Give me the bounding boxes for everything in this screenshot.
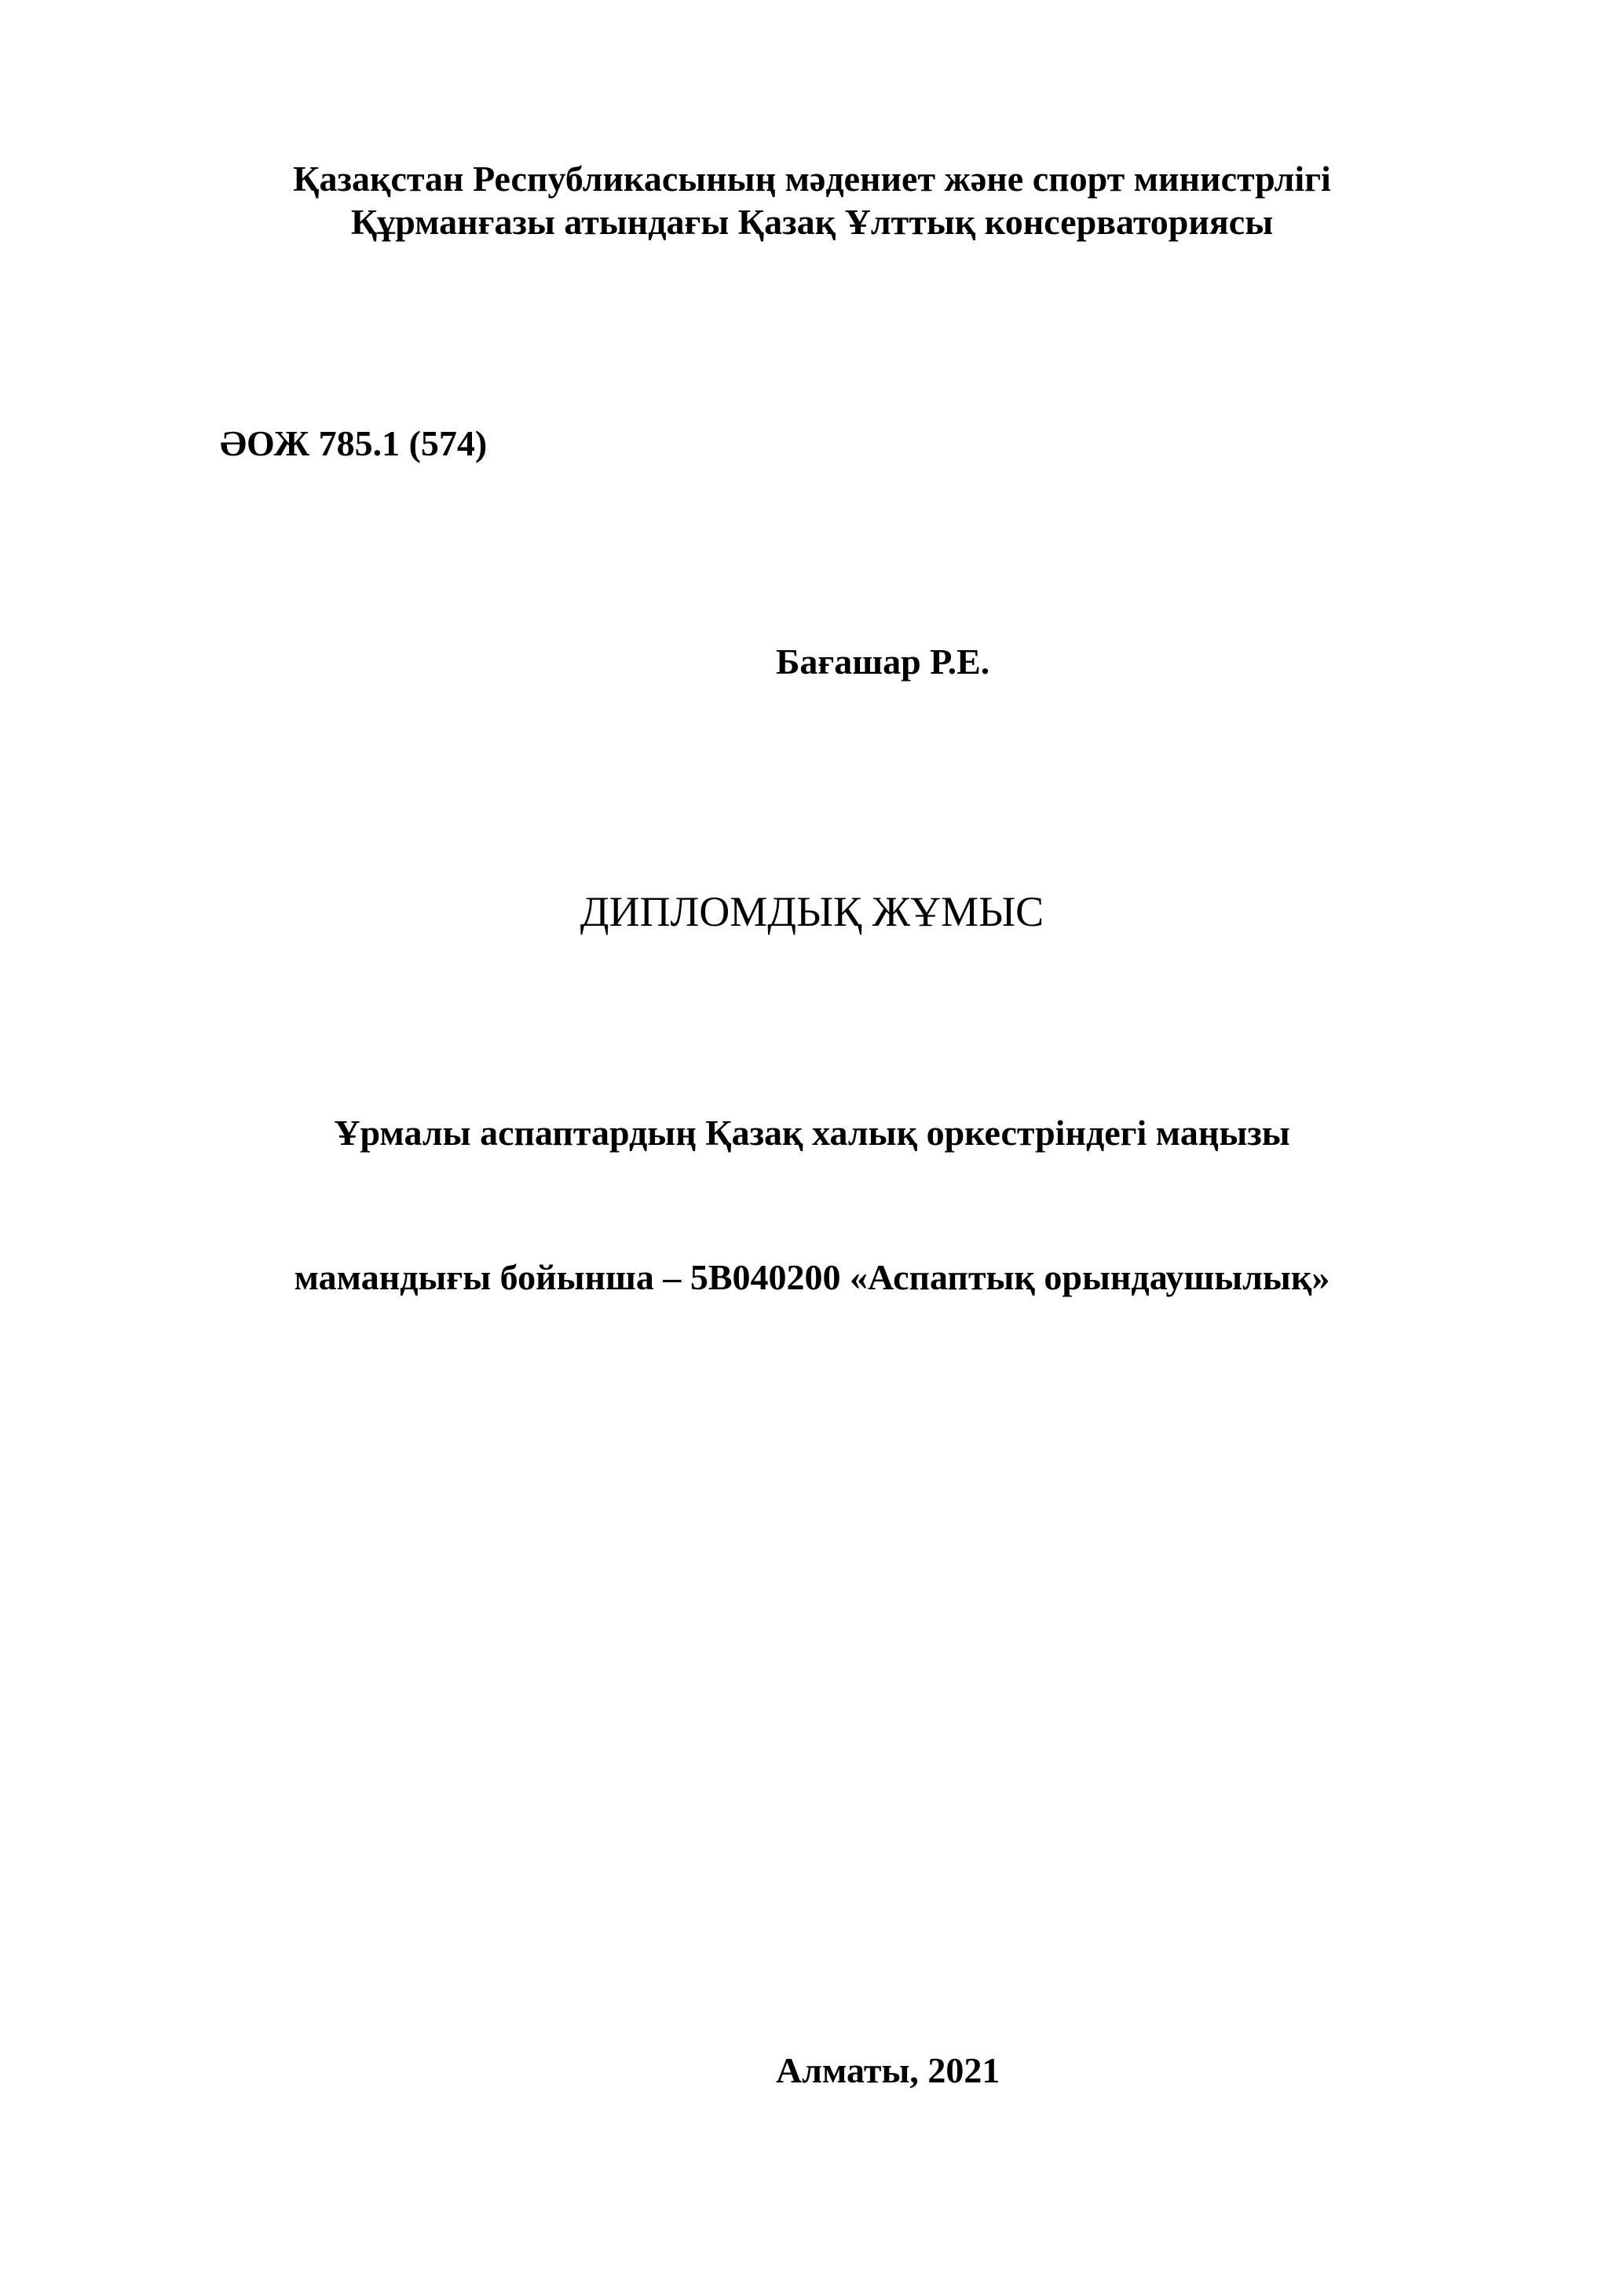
- institution-heading: Құрманғазы атындағы Қазақ Ұлттық консерваториясы: [350, 202, 1274, 242]
- ministry-heading: Қазақстан Республикасының мәдениет және спорт министрлігі: [293, 159, 1331, 199]
- document-type-title: ДИПЛОМДЫҚ ЖҰМЫС: [580, 888, 1044, 935]
- author-name: Бағашар Р.Е.: [776, 642, 990, 682]
- specialty-line: мамандығы бойынша – 5В040200 «Аспаптық орындаушылық»: [294, 1257, 1330, 1297]
- thesis-topic: Ұрмалы аспаптардың Қазақ халық оркестріндегі маңызы: [334, 1113, 1290, 1153]
- udc-code: ӘОЖ 785.1 (574): [220, 423, 488, 463]
- city-year: Алматы, 2021: [776, 2050, 1000, 2090]
